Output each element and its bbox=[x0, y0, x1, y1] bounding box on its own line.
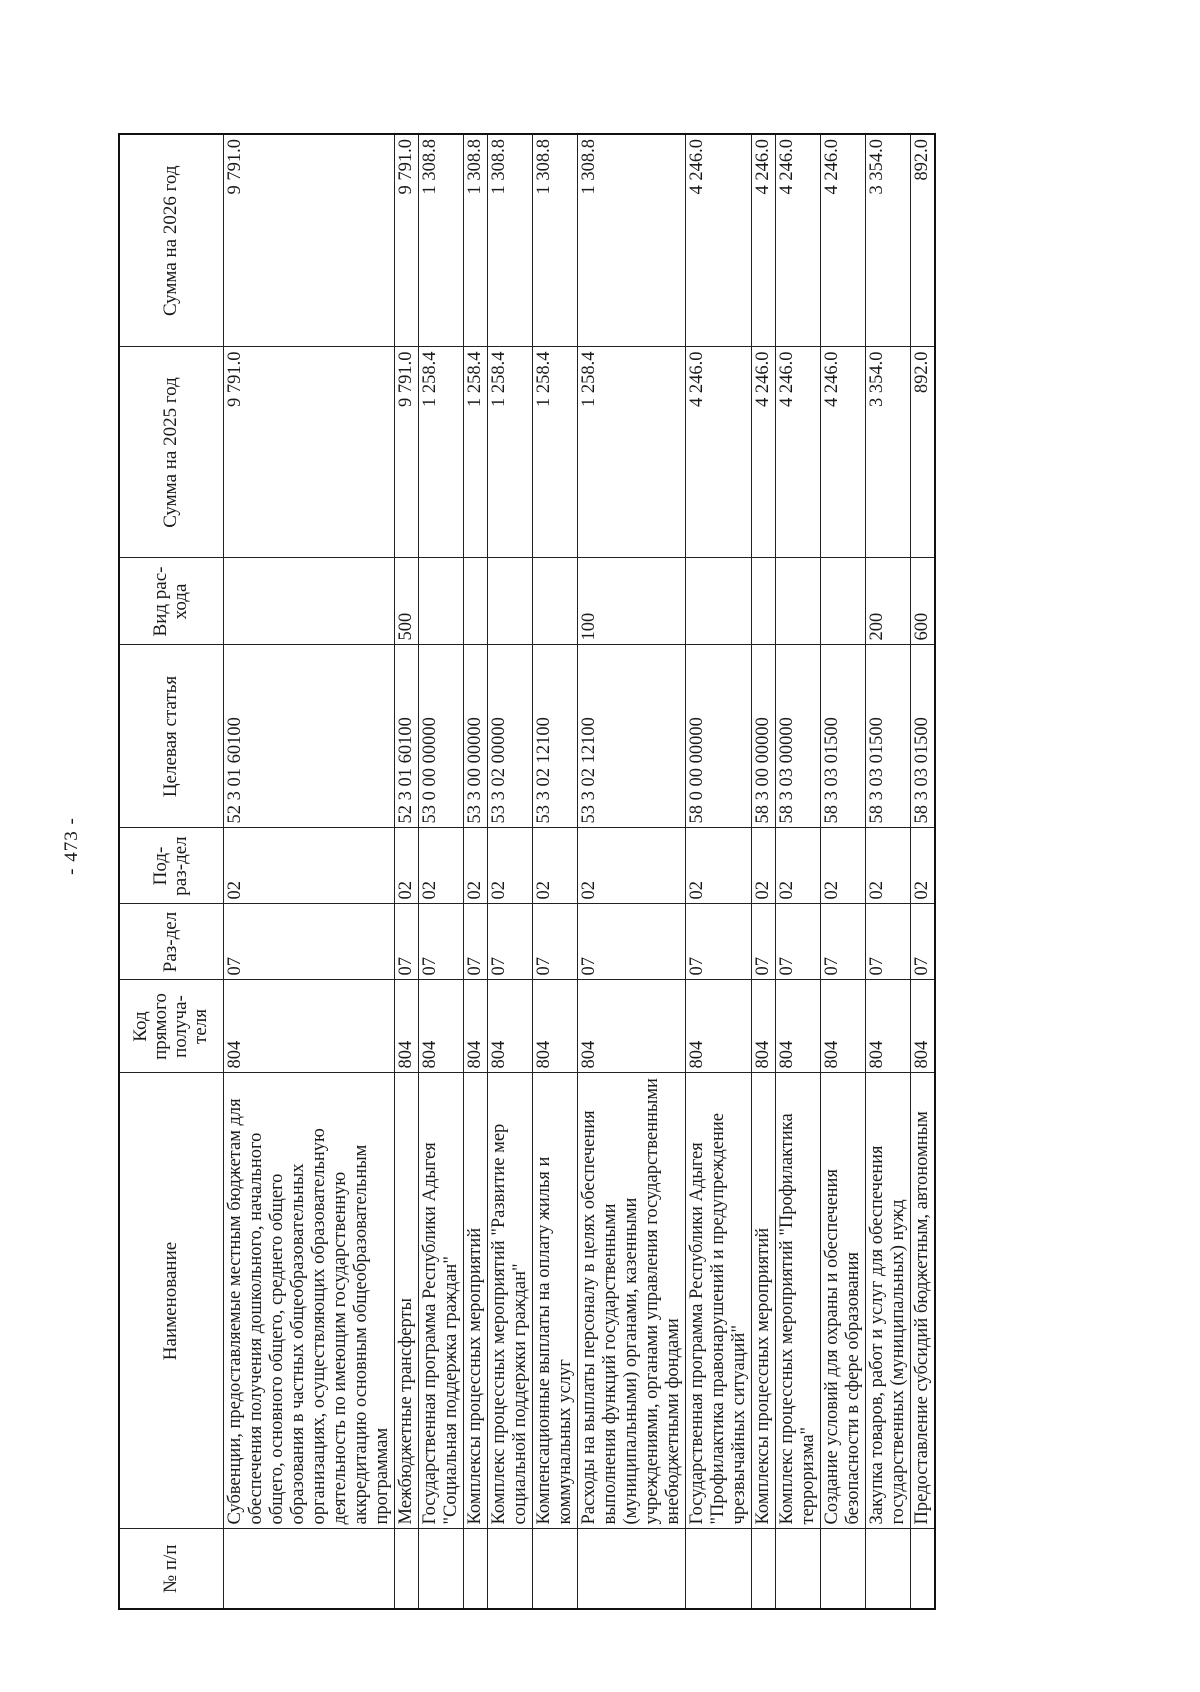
row-number bbox=[487, 1529, 532, 1609]
row-expense-type bbox=[463, 558, 487, 645]
row-name: Межбюджетные трансферты bbox=[394, 1073, 418, 1529]
row-sum-2026: 9 791.0 bbox=[394, 134, 418, 347]
row-recipient-code: 804 bbox=[418, 980, 463, 1073]
row-sum-2025: 1 258.4 bbox=[532, 347, 577, 558]
row-subsection: 02 bbox=[751, 828, 775, 904]
row-section: 07 bbox=[463, 904, 487, 980]
row-sum-2026: 3 354.0 bbox=[865, 134, 910, 347]
row-name: Создание условий для охраны и обеспечения безопасности в сфере образования bbox=[820, 1073, 865, 1529]
header-expense-type: Вид рас-хода bbox=[119, 558, 223, 645]
row-number bbox=[394, 1529, 418, 1609]
row-subsection: 02 bbox=[910, 828, 935, 904]
table-row bbox=[223, 134, 394, 1609]
row-sum-2025: 3 354.0 bbox=[865, 347, 910, 558]
table-row bbox=[487, 134, 532, 1609]
row-name: Государственная программа Республики Адыгея "Социальная поддержка граждан" bbox=[418, 1073, 463, 1529]
row-name: Комплексы процессных мероприятий bbox=[463, 1073, 487, 1529]
row-sum-2026: 1 308.8 bbox=[487, 134, 532, 347]
row-target-article: 58 3 03 01500 bbox=[865, 645, 910, 828]
row-sum-2025: 1 258.4 bbox=[463, 347, 487, 558]
row-expense-type bbox=[775, 558, 820, 645]
row-subsection: 02 bbox=[463, 828, 487, 904]
row-recipient-code: 804 bbox=[394, 980, 418, 1073]
row-sum-2025: 4 246.0 bbox=[751, 347, 775, 558]
row-target-article: 53 3 02 00000 bbox=[487, 645, 532, 828]
row-number bbox=[223, 1529, 394, 1609]
row-recipient-code: 804 bbox=[910, 980, 935, 1073]
row-expense-type: 200 bbox=[865, 558, 910, 645]
table-row bbox=[532, 134, 577, 1609]
row-subsection: 02 bbox=[685, 828, 751, 904]
row-name: Предоставление субсидий бюджетным, автономным bbox=[910, 1073, 935, 1529]
row-sum-2026: 1 308.8 bbox=[577, 134, 685, 347]
row-expense-type bbox=[532, 558, 577, 645]
row-sum-2025: 4 246.0 bbox=[775, 347, 820, 558]
row-recipient-code: 804 bbox=[775, 980, 820, 1073]
row-number bbox=[577, 1529, 685, 1609]
row-name: Компенсационные выплаты на оплату жилья и коммунальных услуг bbox=[532, 1073, 577, 1529]
row-name: Комплексы процессных мероприятий bbox=[751, 1073, 775, 1529]
rotated-table-container bbox=[118, 135, 1032, 1610]
header-subsection: Под-раз-дел bbox=[119, 828, 223, 904]
row-section: 07 bbox=[532, 904, 577, 980]
header-name: Наименование bbox=[119, 1073, 223, 1529]
row-subsection: 02 bbox=[775, 828, 820, 904]
table-header-row bbox=[119, 134, 223, 1609]
row-expense-type bbox=[751, 558, 775, 645]
row-sum-2025: 9 791.0 bbox=[394, 347, 418, 558]
row-sum-2025: 1 258.4 bbox=[577, 347, 685, 558]
row-name: Субвенции, предоставляемые местным бюджетам для обеспечения получения дошкольного, начального общего, основного общего, среднего общего образования в частных общеобразовательных организациях, осуществляющих образовательную деятельность по имеющим государственную аккредитацию основным общеобразовательным программам bbox=[223, 1073, 394, 1529]
row-expense-type: 600 bbox=[910, 558, 935, 645]
row-target-article: 53 3 02 12100 bbox=[577, 645, 685, 828]
row-name: Комплекс процессных мероприятий "Развитие мер социальной поддержки граждан" bbox=[487, 1073, 532, 1529]
row-sum-2025: 1 258.4 bbox=[418, 347, 463, 558]
row-section: 07 bbox=[577, 904, 685, 980]
row-subsection: 02 bbox=[394, 828, 418, 904]
header-no: № п/п bbox=[119, 1529, 223, 1609]
table-row bbox=[577, 134, 685, 1609]
row-number bbox=[532, 1529, 577, 1609]
table-row bbox=[820, 134, 865, 1609]
table-row bbox=[865, 134, 910, 1609]
row-subsection: 02 bbox=[223, 828, 394, 904]
row-recipient-code: 804 bbox=[685, 980, 751, 1073]
row-expense-type bbox=[820, 558, 865, 645]
row-target-article: 52 3 01 60100 bbox=[223, 645, 394, 828]
row-target-article: 58 3 00 00000 bbox=[751, 645, 775, 828]
row-sum-2026: 892.0 bbox=[910, 134, 935, 347]
row-number bbox=[820, 1529, 865, 1609]
row-name: Расходы на выплаты персоналу в целях обеспечения выполнения функций государственными (муниципальными) органами, казенными учреждениями, органами управления государственными внебюджетными фондами bbox=[577, 1073, 685, 1529]
row-section: 07 bbox=[775, 904, 820, 980]
row-sum-2026: 4 246.0 bbox=[775, 134, 820, 347]
table-row bbox=[751, 134, 775, 1609]
page-number: - 473 - bbox=[61, 817, 82, 875]
row-section: 07 bbox=[865, 904, 910, 980]
header-section: Раз-дел bbox=[119, 904, 223, 980]
table-row bbox=[418, 134, 463, 1609]
row-sum-2026: 4 246.0 bbox=[751, 134, 775, 347]
row-number bbox=[910, 1529, 935, 1609]
row-number bbox=[751, 1529, 775, 1609]
row-recipient-code: 804 bbox=[865, 980, 910, 1073]
row-subsection: 02 bbox=[820, 828, 865, 904]
table-row bbox=[910, 134, 935, 1609]
row-section: 07 bbox=[418, 904, 463, 980]
row-expense-type bbox=[685, 558, 751, 645]
row-sum-2026: 1 308.8 bbox=[532, 134, 577, 347]
row-number bbox=[865, 1529, 910, 1609]
row-section: 07 bbox=[751, 904, 775, 980]
header-recipient-code: Код прямого получа-теля bbox=[119, 980, 223, 1073]
row-target-article: 53 3 00 00000 bbox=[463, 645, 487, 828]
row-target-article: 53 0 00 00000 bbox=[418, 645, 463, 828]
table-row bbox=[775, 134, 820, 1609]
table-body bbox=[223, 134, 935, 1609]
row-subsection: 02 bbox=[532, 828, 577, 904]
table-row bbox=[685, 134, 751, 1609]
row-sum-2025: 1 258.4 bbox=[487, 347, 532, 558]
row-expense-type: 500 bbox=[394, 558, 418, 645]
header-sum-2025: Сумма на 2025 год bbox=[119, 347, 223, 558]
row-recipient-code: 804 bbox=[820, 980, 865, 1073]
row-sum-2026: 9 791.0 bbox=[223, 134, 394, 347]
header-sum-2026: Сумма на 2026 год bbox=[119, 134, 223, 347]
row-sum-2026: 4 246.0 bbox=[685, 134, 751, 347]
row-subsection: 02 bbox=[577, 828, 685, 904]
budget-table bbox=[118, 133, 936, 1610]
row-section: 07 bbox=[394, 904, 418, 980]
row-sum-2026: 1 308.8 bbox=[463, 134, 487, 347]
row-subsection: 02 bbox=[487, 828, 532, 904]
row-section: 07 bbox=[910, 904, 935, 980]
row-section: 07 bbox=[685, 904, 751, 980]
row-sum-2025: 9 791.0 bbox=[223, 347, 394, 558]
row-recipient-code: 804 bbox=[751, 980, 775, 1073]
row-section: 07 bbox=[820, 904, 865, 980]
row-sum-2025: 4 246.0 bbox=[820, 347, 865, 558]
row-section: 07 bbox=[223, 904, 394, 980]
row-target-article: 58 0 00 00000 bbox=[685, 645, 751, 828]
row-number bbox=[418, 1529, 463, 1609]
header-target-article: Целевая статья bbox=[119, 645, 223, 828]
row-name: Государственная программа Республики Адыгея "Профилактика правонарушений и предупреждение чрезвычайных ситуаций" bbox=[685, 1073, 751, 1529]
row-expense-type: 100 bbox=[577, 558, 685, 645]
row-number bbox=[775, 1529, 820, 1609]
row-recipient-code: 804 bbox=[577, 980, 685, 1073]
row-target-article: 52 3 01 60100 bbox=[394, 645, 418, 828]
row-target-article: 53 3 02 12100 bbox=[532, 645, 577, 828]
row-target-article: 58 3 03 01500 bbox=[910, 645, 935, 828]
row-subsection: 02 bbox=[418, 828, 463, 904]
row-name: Комплекс процессных мероприятий "Профилактика терроризма" bbox=[775, 1073, 820, 1529]
row-sum-2026: 1 308.8 bbox=[418, 134, 463, 347]
row-section: 07 bbox=[487, 904, 532, 980]
row-recipient-code: 804 bbox=[487, 980, 532, 1073]
row-number bbox=[463, 1529, 487, 1609]
row-sum-2026: 4 246.0 bbox=[820, 134, 865, 347]
table-row bbox=[463, 134, 487, 1609]
row-sum-2025: 4 246.0 bbox=[685, 347, 751, 558]
row-target-article: 58 3 03 01500 bbox=[820, 645, 865, 828]
row-subsection: 02 bbox=[865, 828, 910, 904]
row-expense-type bbox=[487, 558, 532, 645]
row-expense-type bbox=[223, 558, 394, 645]
row-recipient-code: 804 bbox=[223, 980, 394, 1073]
row-recipient-code: 804 bbox=[532, 980, 577, 1073]
row-name: Закупка товаров, работ и услуг для обеспечения государственных (муниципальных) нужд bbox=[865, 1073, 910, 1529]
row-recipient-code: 804 bbox=[463, 980, 487, 1073]
row-expense-type bbox=[418, 558, 463, 645]
row-sum-2025: 892.0 bbox=[910, 347, 935, 558]
table-row bbox=[394, 134, 418, 1609]
row-target-article: 58 3 03 00000 bbox=[775, 645, 820, 828]
row-number bbox=[685, 1529, 751, 1609]
